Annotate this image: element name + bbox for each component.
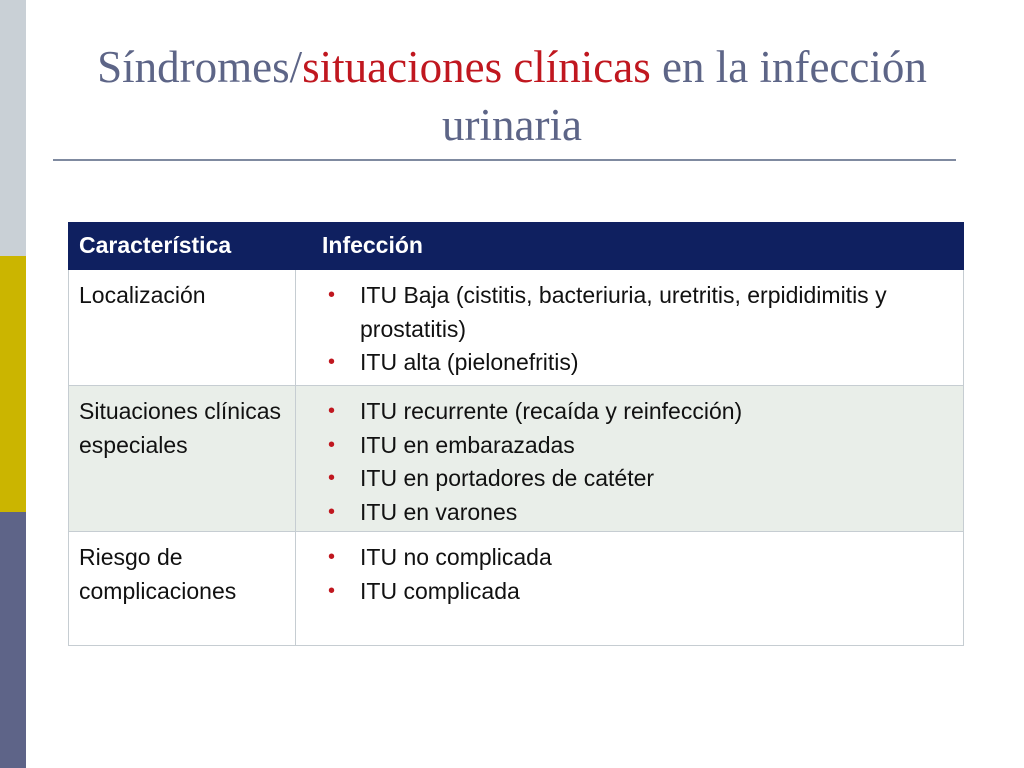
header-infeccion: Infección <box>296 223 964 270</box>
list-item-text: ITU alta (pielonefritis) <box>360 349 579 375</box>
list-item <box>322 395 953 429</box>
list-item <box>322 575 953 609</box>
row-label: Situaciones clínicas especiales <box>69 386 296 532</box>
list-item <box>322 462 953 496</box>
bullet-icon: • <box>328 467 336 489</box>
bullet-icon: • <box>328 546 336 568</box>
list-item <box>322 496 953 530</box>
list-item-text: ITU Baja (cistitis, bacteriuria, uretritis, erpididimitis y prostatitis) <box>360 282 887 342</box>
bullet-list <box>322 541 953 608</box>
table-row-situaciones <box>69 386 964 532</box>
bullet-list <box>322 279 953 380</box>
table-row-riesgo <box>69 532 964 646</box>
list-item <box>322 346 953 380</box>
header-caracteristica: Característica <box>69 223 296 270</box>
row-label: Riesgo de complicaciones <box>69 532 296 646</box>
table-row-localizacion <box>69 270 964 386</box>
list-item <box>322 279 953 346</box>
list-item <box>322 541 953 575</box>
list-item-text: ITU en varones <box>360 498 518 525</box>
bullet-icon: • <box>328 351 336 373</box>
row-items-cell <box>296 386 964 532</box>
side-bar-top <box>0 0 26 256</box>
bullet-icon: • <box>328 284 336 306</box>
side-bar-middle <box>0 256 26 512</box>
bullet-icon: • <box>328 400 336 422</box>
table-header-row <box>69 223 964 270</box>
row-items-cell <box>296 270 964 386</box>
list-item-text: ITU recurrente (recaída y reinfección) <box>360 398 743 424</box>
list-item <box>322 429 953 463</box>
list-item-text: ITU no complicada <box>360 544 552 570</box>
side-bar-bottom <box>0 512 26 768</box>
title-text-post: en la infección urinaria <box>442 42 927 150</box>
bullet-icon: • <box>328 579 336 602</box>
title-text-pre: Síndromes/ <box>97 42 303 92</box>
syndromes-table <box>68 222 964 646</box>
title-text-accent: situaciones clínicas <box>302 42 651 92</box>
list-item-text: ITU en portadores de catéter <box>360 465 655 491</box>
bullet-icon: • <box>328 500 336 523</box>
slide-title <box>60 38 964 154</box>
bullet-icon: • <box>328 433 336 456</box>
title-divider <box>53 159 956 161</box>
list-item-text: ITU en embarazadas <box>360 431 575 458</box>
list-item-text: ITU complicada <box>360 577 520 604</box>
row-items-cell <box>296 532 964 646</box>
row-label: Localización <box>69 270 296 386</box>
bullet-list <box>322 395 953 529</box>
